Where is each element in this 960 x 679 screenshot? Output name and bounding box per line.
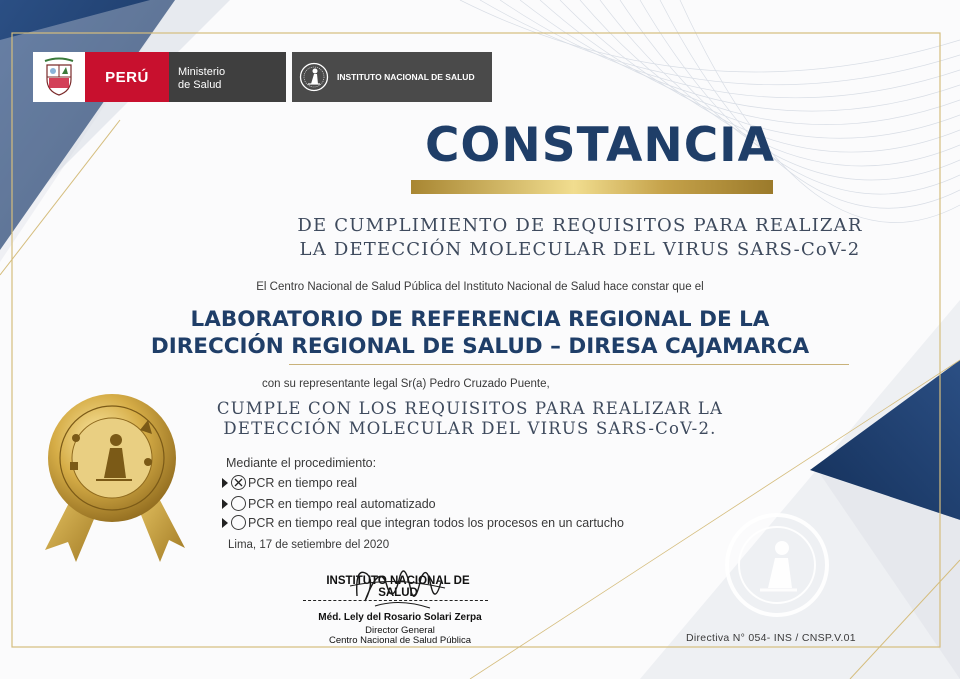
gold-medal-seal-icon [40, 390, 185, 565]
compliance-line-1: CUMPLE CON LOS REQUISITOS PARA REALIZAR LA [216, 399, 724, 418]
signatory-role: Director General [365, 625, 435, 636]
radio-unchecked [231, 515, 246, 530]
signature-stamp: INSTITUTO NACIONAL DE SALUD [326, 575, 470, 599]
x-mark-icon [233, 477, 244, 488]
option-label: PCR en tiempo real [248, 475, 358, 490]
divider-line [289, 364, 849, 365]
subtitle-line-1: DE CUMPLIMIENTO DE REQUISITOS PARA REALIZAR [297, 215, 863, 236]
radio-unchecked [231, 496, 246, 511]
ins-label: INSTITUTO NACIONAL DE SALUD [337, 72, 475, 82]
laboratory-name [60, 306, 900, 360]
signatory-office: Centro Nacional de Salud Pública [328, 635, 472, 646]
procedure-option [221, 475, 357, 490]
subtitle-line-2: LA DETECCIÓN MOLECULAR DEL VIRUS SARS-CoV-2 [299, 239, 861, 260]
issue-date: Lima, 17 de setiembre del 2020 [228, 539, 390, 551]
intro-text: El Centro Nacional de Salud Pública del Instituto Nacional de Salud hace constar que el [256, 281, 704, 293]
ins-emblem-icon [299, 62, 329, 92]
compliance-line-2: DETECCIÓN MOLECULAR DEL VIRUS SARS-CoV-2. [223, 419, 717, 438]
procedure-label: Mediante el procedimiento: [226, 456, 377, 470]
chevron-right-icon [221, 498, 229, 510]
ministerio-line-2: de Salud [178, 79, 222, 91]
certificate-title: CONSTANCIA [424, 118, 776, 173]
instituto-nacional-de-salud-logo [292, 52, 492, 102]
procedure-option [221, 515, 624, 530]
lab-name-line-1: LABORATORIO DE REFERENCIA REGIONAL DE LA [190, 307, 770, 332]
signature-line [303, 600, 488, 601]
ministerio-label [169, 52, 286, 102]
procedure-option [221, 496, 436, 511]
certificate-subtitle [270, 214, 890, 262]
chevron-right-icon [221, 477, 229, 489]
ins-watermark-seal-icon [722, 510, 832, 620]
compliance-statement [170, 399, 770, 439]
handwritten-signature [345, 556, 455, 616]
option-label: PCR en tiempo real que integran todos los procesos en un cartucho [248, 515, 624, 530]
directive-code: Directiva N° 054- INS / CNSP.V.01 [686, 632, 856, 644]
lab-name-line-2: DIRECCIÓN REGIONAL DE SALUD – DIRESA CAJAMARCA [150, 334, 810, 359]
radio-checked [231, 475, 246, 490]
ministerio-line-1: Ministerio [178, 66, 226, 78]
option-label: PCR en tiempo real automatizado [248, 496, 436, 511]
peru-label: PERÚ [85, 52, 169, 102]
ministerio-de-salud-logo [33, 52, 286, 102]
gold-divider [411, 180, 773, 194]
peru-coat-of-arms-icon [33, 52, 85, 102]
signatory-name: Méd. Lely del Rosario Solari Zerpa [318, 612, 482, 623]
chevron-right-icon [221, 517, 229, 529]
representative-text: con su representante legal Sr(a) Pedro Cruzado Puente, [262, 378, 550, 390]
